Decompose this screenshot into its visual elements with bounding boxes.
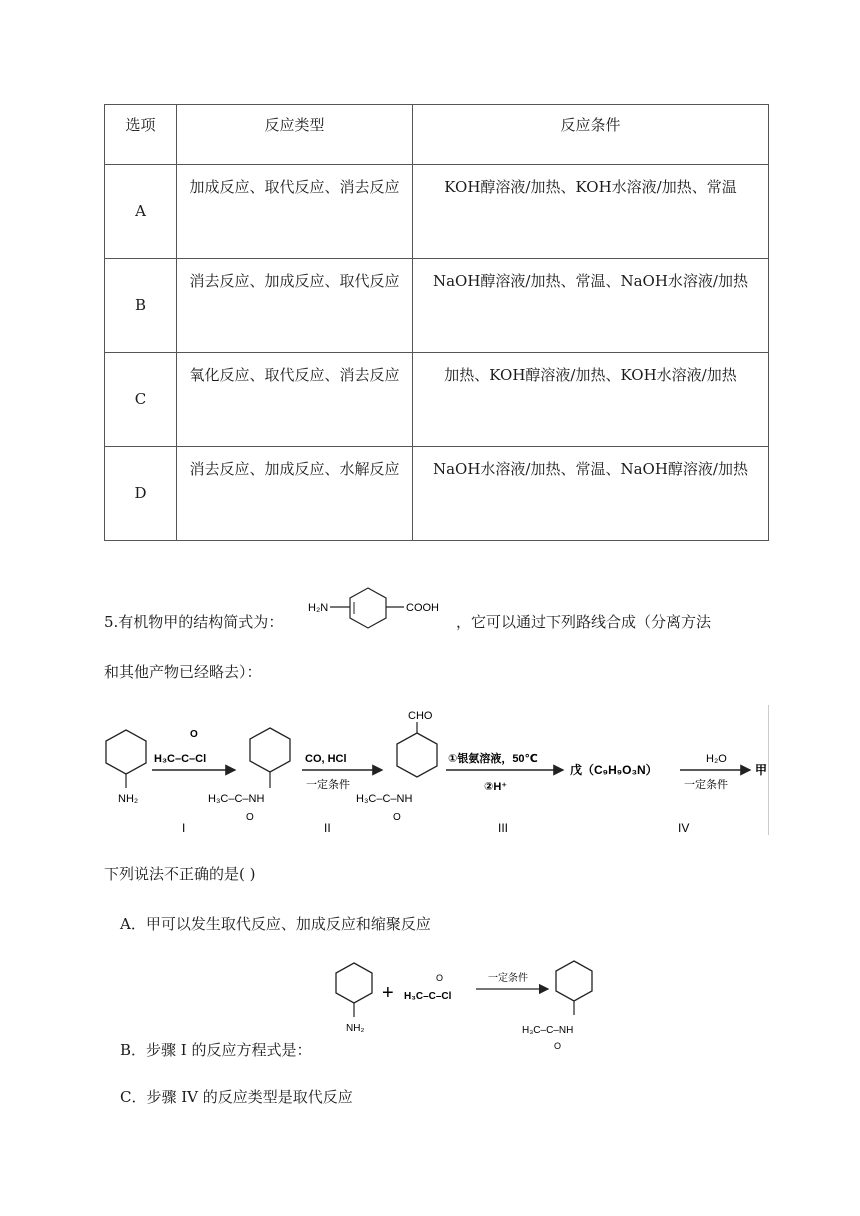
- molecule-jia-structure: [306, 580, 452, 636]
- oxygen-label-2: O: [393, 812, 401, 823]
- row-condition: NaOH水溶液/加热、常温、NaOH醇溶液/加热: [413, 447, 769, 541]
- eq-condition-label: 一定条件: [488, 973, 528, 984]
- header-option: 选项: [105, 105, 177, 165]
- eq-product-oxygen-label: O: [554, 1041, 562, 1051]
- row-condition: KOH醇溶液/加热、KOH水溶液/加热、常温: [413, 165, 769, 259]
- aldehyde-intermediate-molecule: [356, 710, 437, 823]
- step4-reagent-label: H₂O: [706, 753, 727, 765]
- acetyl-chloride-label: H₃C–C–Cl: [154, 753, 207, 765]
- acetanilide-molecule: [208, 728, 290, 823]
- header-condition: 反应条件: [413, 105, 769, 165]
- row-option: A: [105, 165, 177, 259]
- step2-reagent-label: CO, HCl: [305, 753, 347, 765]
- eq-nh2-label: NH₂: [346, 1023, 365, 1034]
- table-row: [105, 353, 769, 447]
- table-row: [105, 259, 769, 353]
- oxygen-label-1: O: [246, 812, 254, 823]
- question-prompt: 下列说法不正确的是( ): [104, 865, 256, 883]
- row-type: 加成反应、取代反应、消去反应: [177, 165, 413, 259]
- aniline-molecule: [106, 730, 146, 805]
- eq-reagent-oxygen-label: O: [436, 973, 444, 983]
- row-option: D: [105, 447, 177, 541]
- compound-jia-label: 甲: [755, 763, 768, 777]
- acetamide-label-1: H₃C–C–NH: [208, 793, 265, 805]
- amino-group-label: H₂N: [308, 602, 329, 614]
- row-type: 消去反应、加成反应、取代反应: [177, 259, 413, 353]
- row-condition: 加热、KOH醇溶液/加热、KOH水溶液/加热: [413, 353, 769, 447]
- table-row: [105, 447, 769, 541]
- carboxyl-group-label: COOH: [406, 602, 439, 614]
- cho-label: CHO: [408, 710, 433, 722]
- table-row: [105, 165, 769, 259]
- step-label-4: IV: [678, 821, 690, 835]
- step-label-2: II: [324, 821, 331, 835]
- figure-edge-divider: [768, 705, 769, 835]
- step1-equation-diagram: [322, 955, 602, 1055]
- row-option: B: [105, 259, 177, 353]
- question-stem-continued: ，它可以通过下列路线合成（分离方法: [456, 613, 712, 631]
- compound-wu-label: 戊（C₉H₉O₃N）: [570, 763, 658, 777]
- synthesis-route-diagram: [100, 700, 770, 840]
- option-a: A．甲可以发生取代反应、加成反应和缩聚反应: [120, 915, 431, 933]
- question-stem-line2: 和其他产物已经略去）：: [104, 663, 262, 681]
- question-stem: 5.有机物甲的结构简式为：: [104, 613, 284, 631]
- step-label-3: III: [498, 821, 509, 835]
- plus-sign: +: [382, 982, 394, 1004]
- step4-condition-label: 一定条件: [684, 779, 728, 791]
- options-table: [104, 104, 769, 541]
- eq-acetyl-chloride-label: H₃C–C–Cl: [404, 991, 452, 1002]
- row-condition: NaOH醇溶液/加热、常温、NaOH水溶液/加热: [413, 259, 769, 353]
- option-c: C．步骤 IV 的反应类型是取代反应: [120, 1088, 353, 1106]
- option-b: B．步骤 I 的反应方程式是：: [120, 1041, 312, 1059]
- step3-acid-label: ②H⁺: [484, 781, 508, 793]
- row-option: C: [105, 353, 177, 447]
- step3-reagent-label: ①银氨溶液，50℃: [448, 753, 538, 765]
- step2-condition-label: 一定条件: [306, 779, 350, 791]
- step-label-1: I: [182, 821, 186, 835]
- row-type: 消去反应、加成反应、水解反应: [177, 447, 413, 541]
- nh2-label: NH₂: [118, 793, 139, 805]
- reagent-oxygen-label: O: [190, 729, 198, 740]
- header-type: 反应类型: [177, 105, 413, 165]
- table-header-row: [105, 105, 769, 165]
- eq-acetamide-label: H₃C–C–NH: [522, 1025, 574, 1036]
- acetamide-label-2: H₃C–C–NH: [356, 793, 413, 805]
- row-type: 氧化反应、取代反应、消去反应: [177, 353, 413, 447]
